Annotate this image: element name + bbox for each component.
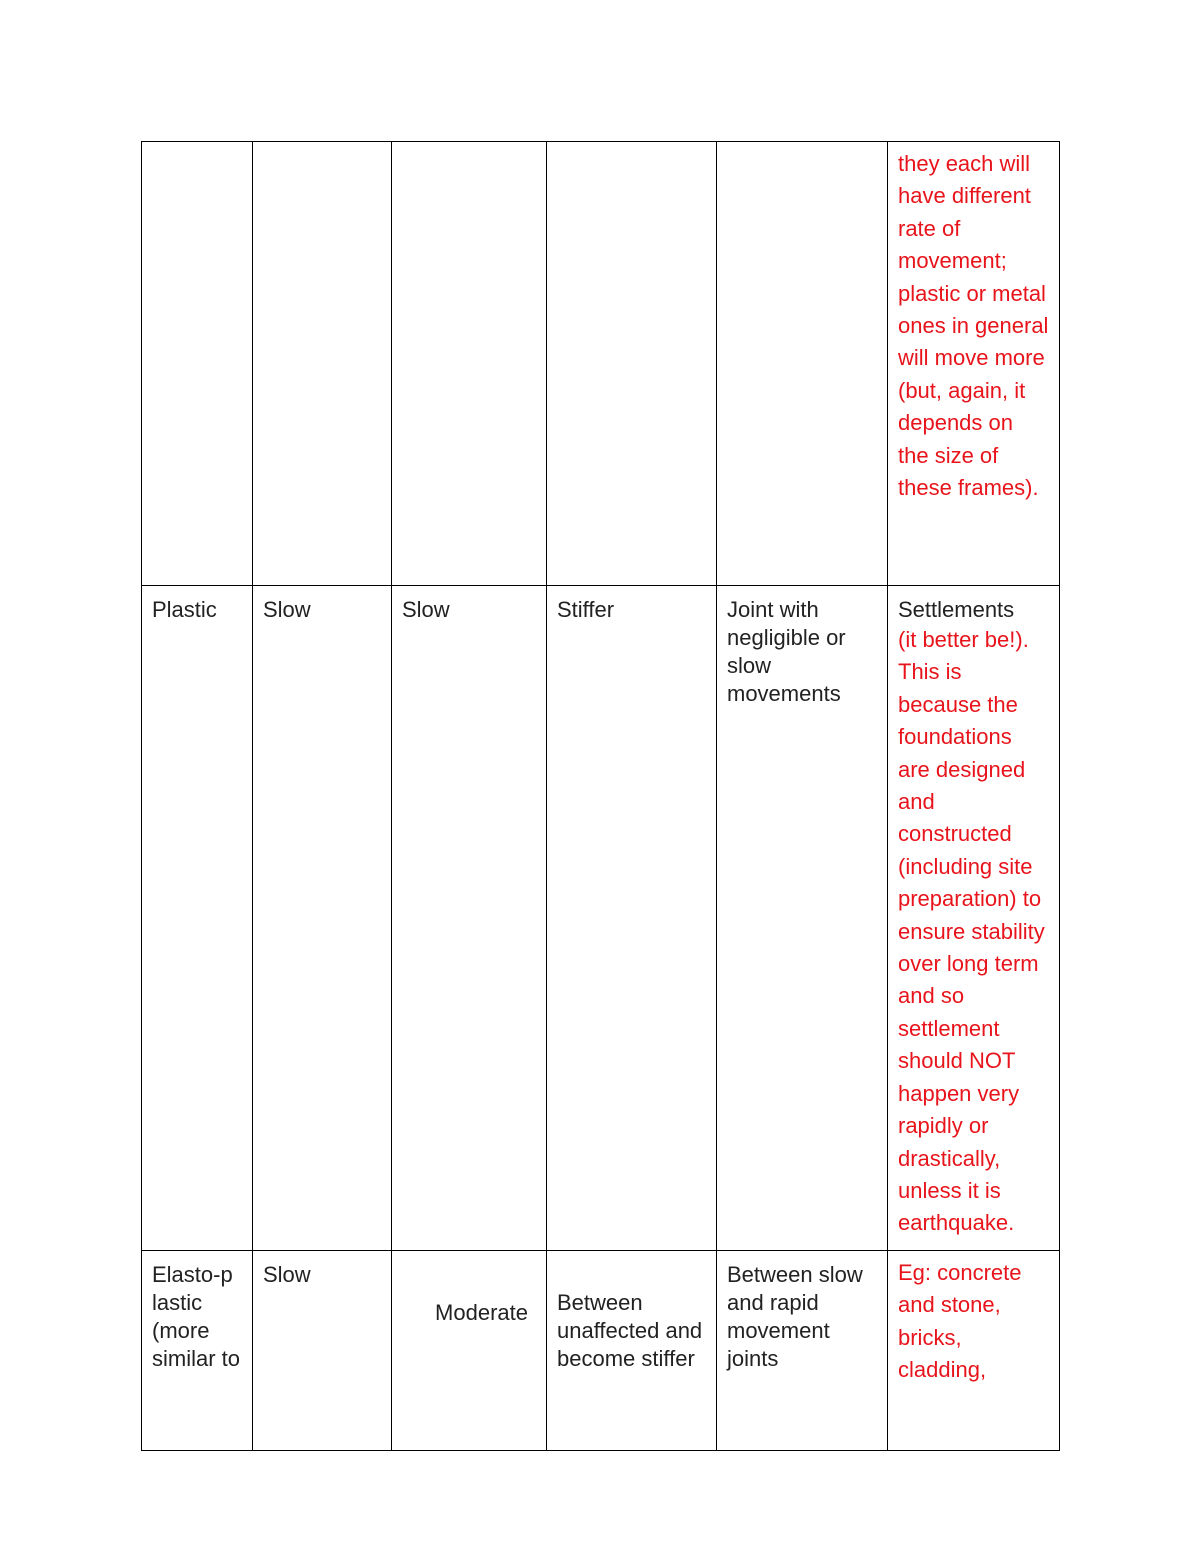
table-cell-notes bbox=[888, 1250, 1060, 1450]
table-cell: Between unaffected and become stiffer bbox=[547, 1250, 717, 1450]
annotation-text: (it better be!). This is because the foundations are designed and constructed (including site preparation) to ensure stability over long term and so settlement should NOT happen very rapidly or drastically, unless it is earthquake. bbox=[898, 627, 1045, 1236]
table-cell-empty bbox=[717, 142, 888, 586]
table-cell-empty bbox=[547, 142, 717, 586]
table-cell-notes bbox=[888, 142, 1060, 586]
table-row bbox=[142, 586, 1060, 1251]
table-cell-material: Elasto-p lastic (more similar to bbox=[142, 1250, 253, 1450]
table-cell-empty bbox=[253, 142, 392, 586]
table-cell-notes bbox=[888, 586, 1060, 1251]
table-cell: Slow bbox=[253, 586, 392, 1251]
table-cell: Slow bbox=[392, 586, 547, 1251]
annotation-text: they each will have different rate of movement; plastic or metal ones in general will move more (but, again, it depends on the size of these frames). bbox=[898, 151, 1049, 501]
notes-lead-text: Settlements bbox=[898, 597, 1015, 622]
table-row bbox=[142, 142, 1060, 586]
table-row bbox=[142, 1250, 1060, 1450]
table-cell: Joint with negligible or slow movements bbox=[717, 586, 888, 1251]
table-cell: Slow bbox=[253, 1250, 392, 1450]
table-cell-material-empty bbox=[142, 142, 253, 586]
table-cell: Moderate bbox=[392, 1250, 547, 1450]
table-cell-material: Plastic bbox=[142, 586, 253, 1251]
table-cell-empty bbox=[392, 142, 547, 586]
table-cell: Between slow and rapid movement joints bbox=[717, 1250, 888, 1450]
comparison-table bbox=[141, 141, 1060, 1451]
table-cell: Stiffer bbox=[547, 586, 717, 1251]
annotation-text: Eg: concrete and stone, bricks, cladding, bbox=[898, 1259, 1022, 1382]
